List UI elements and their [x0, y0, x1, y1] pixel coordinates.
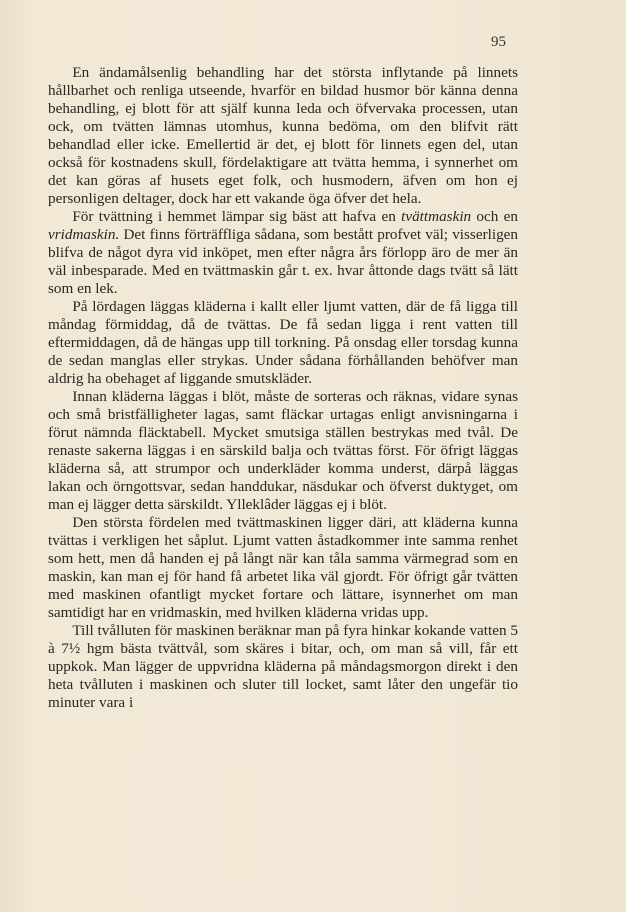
term-vridmaskin: vridmaskin.: [48, 226, 120, 243]
paragraph-6: Till tvålluten för maskinen beräknar man på fyra hinkar kokande vatten 5 à 7½ hgm bästa tvättvål, som skäres i bitar, och, om man så vill, får ett uppkok. Man lägger de uppvridna kläderna på måndagsmorgon direkt i den heta tvålluten i maskinen och sluter till locket, samt låter den ungefär tio minuter vara i: [48, 622, 518, 711]
paragraph-4: Innan kläderna läggas i blöt, måste de sorteras och räknas, vidare synas och små bristfälligheter lagas, samt fläckar urtagas enligt anvisningarna i förut nämnda fläcktabell. Mycket smutsiga ställen bestrykas med tvål. De renaste sakerna läggas i en särskild balja och tvättas först. För öfrigt läggas kläderna så, att strumpor och underkläder komma underst, därpå läggas lakan och örngottsvar, sedan handdukar, näsdukar och öfverst duktyget, om man ej lägger detta särskildt. Ylleklâder läggas ej i blöt.: [48, 388, 518, 513]
paragraph-2-mid: och en: [471, 208, 518, 225]
paragraph-5: Den största fördelen med tvättmaskinen ligger däri, att kläderna kunna tvättas i verkligen het såplut. Ljumt vatten åstadkommer inte samma renhet som hett, men då handen ej på långt när kan tåla samma värmegrad som en maskin, kan man ej för hand få arbetet lika väl gjordt. För öfrigt går tvätten med maskinen ofantligt mycket fortare och lättare, isynnerhet om man samtidigt har en vridmaskin, med hvilken kläderna vridas upp.: [48, 514, 518, 621]
paragraph-1: En ändamålsenlig behandling har det största inflytande på linnets hållbarhet och renliga utseende, hvarför en bildad husmor bör känna denna behandling, ej blott för att själf kunna leda och öfvervaka processen, utan ock, om tvätten lämnas utomhus, kunna bedöma, om den blifvit rätt behandlad eller icke. Emellertid är det, ej blott för linnets egen del, utan också för kostnadens skull, fördelaktigare att tvätta hemma, i synnerhet om det kan göras af husets eget folk, och husmodern, äfven om hon ej personligen deltager, dock har ett vakande öga öfver det hela.: [48, 64, 518, 207]
paragraph-2-end: Det finns förträffliga sådana, som bestått profvet väl; visserligen blifva de något dyra vid inköpet, men efter några års förlopp äro de mer än väl inbesparade. Med en tvättmaskin går t. ex. hvar åttonde dags tvätt så lätt som en lek.: [48, 226, 518, 297]
paragraph-3: På lördagen läggas kläderna i kallt eller ljumt vatten, där de få ligga till måndag förmiddag, då de tvättas. De få sedan ligga i rent vatten till eftermiddagen, då de hängas upp till torkning. På onsdag eller torsdag kunna de sedan manglas eller strykas. Under sådana förhållanden behöfver man aldrig ha obehaget af liggande smutskläder.: [48, 298, 518, 387]
paragraph-2: [48, 208, 518, 298]
body-text: [48, 64, 518, 712]
term-tvattmaskin: tvättmaskin: [401, 208, 472, 225]
paragraph-2-start: För tvättning i hemmet lämpar sig bäst att hafva en: [72, 208, 402, 225]
page-number: 95: [491, 34, 506, 50]
